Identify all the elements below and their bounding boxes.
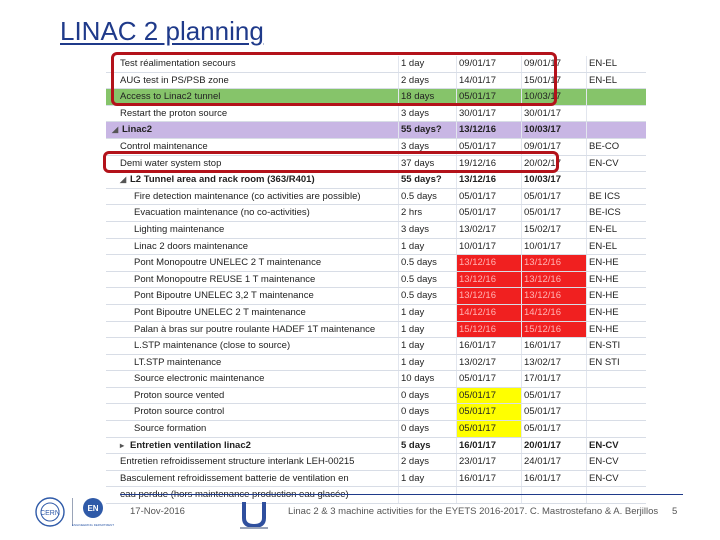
task-name-cell (106, 354, 399, 371)
resource-cell-text: EN-CV (589, 157, 619, 169)
resource-cell (587, 387, 647, 404)
task-name-cell (106, 288, 399, 305)
start-date-cell-text: 05/01/17 (459, 190, 496, 202)
resource-cell (587, 371, 647, 388)
resource-cell (587, 454, 647, 471)
start-date-cell-text: 30/01/17 (459, 107, 496, 119)
resource-cell (587, 421, 647, 438)
start-date-cell-text: 13/02/17 (459, 356, 496, 368)
resource-cell-text: EN STI (589, 356, 620, 368)
finish-date-cell (522, 172, 587, 189)
finish-date-cell (522, 271, 587, 288)
resource-cell-text: EN-HE (589, 257, 619, 269)
finish-date-cell (522, 304, 587, 321)
resource-cell (587, 72, 647, 89)
table-row[interactable] (106, 354, 646, 371)
finish-date-cell (522, 188, 587, 205)
table-row[interactable] (106, 421, 646, 438)
start-date-cell-text: 16/01/17 (459, 340, 496, 352)
task-name-cell (106, 454, 399, 471)
finish-date-cell (522, 404, 587, 421)
task-name-cell-text: L.STP maintenance (close to source) (134, 340, 291, 352)
resource-cell (587, 354, 647, 371)
duration-cell-text: 1 day (401, 306, 425, 318)
start-date-cell (457, 288, 522, 305)
start-date-cell-text: 05/01/17 (459, 140, 496, 152)
footer-date: 17-Nov-2016 (130, 506, 185, 517)
start-date-cell-text: 15/12/16 (459, 323, 496, 335)
duration-cell-text: 0.5 days (401, 290, 437, 302)
task-name-cell (106, 105, 399, 122)
table-row[interactable] (106, 487, 646, 504)
task-name-cell-text: Pont Monopoutre UNELEC 2 T maintenance (134, 257, 322, 269)
finish-date-cell-text: 05/01/17 (524, 423, 561, 435)
finish-date-cell (522, 122, 587, 139)
start-date-cell (457, 238, 522, 255)
task-name-cell-text: Evacuation maintenance (no co-activities) (134, 207, 310, 219)
duration-cell (399, 271, 457, 288)
resource-cell (587, 105, 647, 122)
start-date-cell (457, 371, 522, 388)
highlight-box-top (111, 52, 557, 106)
duration-cell (399, 188, 457, 205)
finish-date-cell (522, 487, 587, 504)
resource-cell-text: EN-CV (589, 472, 619, 484)
task-name-cell (106, 122, 399, 139)
duration-cell (399, 304, 457, 321)
duration-cell (399, 238, 457, 255)
duration-cell (399, 354, 457, 371)
duration-cell (399, 205, 457, 222)
duration-cell-text: 0 days (401, 406, 429, 418)
finish-date-cell-text: 09/01/17 (524, 140, 561, 152)
start-date-cell-text: 13/12/16 (459, 257, 496, 269)
start-date-cell-text: 09/01/17 (459, 58, 496, 69)
page-number: 5 (672, 506, 678, 517)
task-name-cell-text: Source formation (134, 423, 207, 435)
task-name-cell (106, 338, 399, 355)
resource-cell (587, 255, 647, 272)
finish-date-cell-text: 13/02/17 (524, 356, 561, 368)
duration-cell (399, 487, 457, 504)
resource-cell-text: EN-HE (589, 306, 619, 318)
duration-cell (399, 255, 457, 272)
task-name-cell (106, 188, 399, 205)
duration-cell (399, 421, 457, 438)
duration-cell-text: 3 days (401, 140, 429, 152)
task-name-cell-text: Pont Monopoutre REUSE 1 T maintenance (134, 273, 316, 285)
duration-cell (399, 105, 457, 122)
university-logo-icon (236, 498, 272, 530)
finish-date-cell (522, 221, 587, 238)
start-date-cell-text: 13/12/16 (459, 290, 496, 302)
duration-cell-text: 1 day (401, 472, 425, 484)
start-date-cell (457, 338, 522, 355)
resource-cell (587, 304, 647, 321)
task-name-cell-text: Pont Bipoutre UNELEC 2 T maintenance (134, 306, 306, 318)
start-date-cell-text: 05/01/17 (459, 389, 496, 401)
resource-cell-text: EN-EL (589, 223, 617, 235)
task-name-cell-text: Entretien refroidissement structure interlank LEH-00215 (120, 456, 355, 468)
resource-cell (587, 56, 647, 72)
start-date-cell-text: 13/12/16 (459, 273, 496, 285)
start-date-cell-text: 05/01/17 (459, 423, 496, 435)
duration-cell (399, 437, 457, 454)
finish-date-cell-text: 15/01/17 (524, 74, 561, 86)
task-name-cell (106, 238, 399, 255)
task-name-cell (106, 421, 399, 438)
finish-date-cell-text: 09/01/17 (524, 58, 561, 69)
finish-date-cell-text: 10/01/17 (524, 240, 561, 252)
start-date-cell-text: 19/12/16 (459, 157, 496, 169)
cern-logo-icon (34, 496, 66, 528)
start-date-cell (457, 122, 522, 139)
start-date-cell (457, 421, 522, 438)
start-date-cell-text: 13/12/16 (459, 124, 496, 136)
duration-cell-text: 3 days (401, 223, 429, 235)
logo-separator (72, 498, 73, 526)
start-date-cell (457, 437, 522, 454)
task-name-cell-text: LT.STP maintenance (134, 356, 222, 368)
finish-date-cell (522, 371, 587, 388)
resource-cell (587, 271, 647, 288)
duration-cell-text: 0.5 days (401, 273, 437, 285)
expand-caret-icon[interactable]: ▸ (120, 440, 125, 450)
resource-cell-text: EN-EL (589, 58, 617, 69)
task-name-cell-text: Entretien ventilation linac2 (130, 439, 251, 451)
duration-cell-text: 37 days (401, 157, 435, 169)
cern-logo-text: CERN (40, 510, 60, 517)
task-name-cell-text: Lighting maintenance (134, 223, 225, 235)
task-name-cell-text: Access to Linac2 tunnel (120, 91, 221, 103)
task-name-cell (106, 271, 399, 288)
task-name-cell (106, 304, 399, 321)
task-name-cell-text: Linac 2 doors maintenance (134, 240, 249, 252)
en-department-logo-icon (71, 496, 115, 532)
finish-date-cell-text: 20/02/17 (524, 157, 561, 169)
duration-cell (399, 321, 457, 338)
table-row[interactable] (106, 105, 646, 122)
task-name-cell-text: Test réalimentation secours (120, 58, 236, 69)
resource-cell-text: EN-HE (589, 273, 619, 285)
resource-cell-text: EN-HE (589, 290, 619, 302)
finish-date-cell-text: 13/12/16 (524, 273, 561, 285)
start-date-cell (457, 221, 522, 238)
start-date-cell (457, 205, 522, 222)
resource-cell-text: EN-EL (589, 240, 617, 252)
start-date-cell-text: 14/12/16 (459, 306, 496, 318)
table-row[interactable] (106, 387, 646, 404)
duration-cell-text: 55 days? (401, 174, 442, 186)
start-date-cell (457, 404, 522, 421)
task-name-cell-text: Source electronic maintenance (134, 373, 265, 385)
duration-cell-text: 0 days (401, 389, 429, 401)
start-date-cell (457, 271, 522, 288)
duration-cell-text: 2 days (401, 456, 429, 468)
finish-date-cell-text: 16/01/17 (524, 472, 561, 484)
start-date-cell-text: 10/01/17 (459, 240, 496, 252)
resource-cell (587, 155, 647, 172)
duration-cell-text: 0 days (401, 423, 429, 435)
finish-date-cell-text: 05/01/17 (524, 406, 561, 418)
finish-date-cell-text: 10/03/17 (524, 91, 561, 103)
finish-date-cell-text: 05/01/17 (524, 207, 561, 219)
table-row[interactable] (106, 338, 646, 355)
start-date-cell-text: 14/01/17 (459, 74, 496, 86)
table-row[interactable] (106, 238, 646, 255)
task-name-cell (106, 321, 399, 338)
resource-cell (587, 122, 647, 139)
finish-date-cell (522, 354, 587, 371)
task-name-cell (106, 470, 399, 487)
resource-cell (587, 470, 647, 487)
task-name-cell-text: Linac2 (122, 124, 153, 136)
start-date-cell (457, 321, 522, 338)
resource-cell (587, 437, 647, 454)
finish-date-cell-text: 20/01/17 (524, 439, 561, 451)
duration-cell-text: 10 days (401, 373, 435, 385)
start-date-cell (457, 454, 522, 471)
finish-date-cell-text: 17/01/17 (524, 373, 561, 385)
highlight-box-demi-water (103, 151, 559, 173)
task-name-cell-text: Control maintenance (120, 140, 208, 152)
start-date-cell-text: 13/12/16 (459, 174, 496, 186)
footer-divider (120, 494, 683, 495)
resource-cell (587, 321, 647, 338)
table-row[interactable] (106, 321, 646, 338)
task-name-cell-text: Palan à bras sur poutre roulante HADEF 1T maintenance (134, 323, 376, 335)
duration-cell-text: 0.5 days (401, 257, 437, 269)
duration-cell-text: 1 day (401, 356, 425, 368)
start-date-cell-text: 05/01/17 (459, 207, 496, 219)
duration-cell-text: 1 day (401, 240, 425, 252)
resource-cell (587, 338, 647, 355)
table-row[interactable] (106, 437, 646, 454)
duration-cell (399, 387, 457, 404)
duration-cell (399, 288, 457, 305)
task-name-cell (106, 404, 399, 421)
resource-cell-text: EN-STI (589, 340, 621, 352)
task-name-cell-text: Fire detection maintenance (co activities are possible) (134, 190, 361, 202)
resource-cell (587, 188, 647, 205)
table-row[interactable] (106, 172, 646, 189)
slide-title: LINAC 2 planning (60, 16, 264, 46)
start-date-cell (457, 304, 522, 321)
resource-cell-text: BE-ICS (589, 207, 621, 219)
resource-cell-text: EN-HE (589, 323, 619, 335)
task-name-cell (106, 371, 399, 388)
resource-cell (587, 138, 647, 155)
start-date-cell-text: 05/01/17 (459, 406, 496, 418)
resource-cell (587, 487, 647, 504)
duration-cell (399, 404, 457, 421)
start-date-cell-text: 16/01/17 (459, 439, 496, 451)
duration-cell-text: 55 days? (401, 124, 442, 136)
finish-date-cell (522, 288, 587, 305)
finish-date-cell-text: 05/01/17 (524, 389, 561, 401)
table-row[interactable] (106, 454, 646, 471)
finish-date-cell-text: 16/01/17 (524, 340, 561, 352)
table-row[interactable] (106, 205, 646, 222)
task-name-cell-text: Basculement refroidissement batterie de ventilation en (120, 472, 349, 484)
collapse-caret-icon[interactable]: ◢ (112, 125, 119, 135)
table-row[interactable] (106, 304, 646, 321)
resource-cell-text: EN-CV (589, 456, 619, 468)
finish-date-cell-text: 10/03/17 (524, 124, 561, 136)
finish-date-cell-text: 13/12/16 (524, 257, 561, 269)
duration-cell (399, 470, 457, 487)
duration-cell (399, 221, 457, 238)
finish-date-cell (522, 421, 587, 438)
finish-date-cell (522, 387, 587, 404)
table-row[interactable] (106, 271, 646, 288)
start-date-cell (457, 387, 522, 404)
task-name-cell (106, 172, 399, 189)
task-name-cell (106, 437, 399, 454)
resource-cell-text: EN-CV (589, 439, 619, 451)
task-name-cell (106, 255, 399, 272)
start-date-cell-text: 23/01/17 (459, 456, 496, 468)
finish-date-cell (522, 205, 587, 222)
resource-cell (587, 238, 647, 255)
task-name-cell-text: AUG test in PS/PSB zone (120, 74, 229, 86)
start-date-cell (457, 188, 522, 205)
duration-cell-text: 3 days (401, 107, 429, 119)
finish-date-cell-text: 10/03/17 (524, 174, 561, 186)
duration-cell (399, 122, 457, 139)
finish-date-cell-text: 15/12/16 (524, 323, 561, 335)
task-name-cell-text: Demi water system stop (120, 157, 222, 169)
start-date-cell-text: 16/01/17 (459, 472, 496, 484)
resource-cell (587, 404, 647, 421)
task-name-cell-text: L2 Tunnel area and rack room (363/R401) (130, 174, 315, 186)
duration-cell (399, 371, 457, 388)
duration-cell-text: 1 day (401, 58, 425, 69)
duration-cell-text: 1 day (401, 323, 425, 335)
table-row[interactable] (106, 255, 646, 272)
resource-cell (587, 205, 647, 222)
start-date-cell (457, 354, 522, 371)
resource-cell-text: EN-EL (589, 74, 617, 86)
duration-cell-text: 2 days (401, 74, 429, 86)
duration-cell-text: 2 hrs (401, 207, 423, 219)
resource-cell (587, 89, 647, 106)
task-name-cell (106, 205, 399, 222)
duration-cell-text: 0.5 days (401, 190, 437, 202)
resource-cell (587, 221, 647, 238)
start-date-cell (457, 487, 522, 504)
en-logo-text: EN (87, 504, 99, 513)
finish-date-cell (522, 255, 587, 272)
finish-date-cell (522, 105, 587, 122)
table-row[interactable] (106, 371, 646, 388)
duration-cell (399, 338, 457, 355)
footer-text: Linac 2 & 3 machine activities for the EYETS 2016-2017. C. Mastrostefano & A. Berjillos (288, 506, 659, 517)
duration-cell-text: 5 days (401, 439, 431, 451)
table-row[interactable] (106, 188, 646, 205)
gantt-task-table (106, 56, 646, 504)
start-date-cell-text: 05/01/17 (459, 373, 496, 385)
start-date-cell (457, 172, 522, 189)
finish-date-cell (522, 238, 587, 255)
finish-date-cell (522, 437, 587, 454)
collapse-caret-icon[interactable]: ◢ (120, 175, 127, 185)
finish-date-cell (522, 338, 587, 355)
start-date-cell-text: 13/02/17 (459, 223, 496, 235)
task-name-cell-text: Pont Bipoutre UNELEC 3,2 T maintenance (134, 290, 314, 302)
task-name-cell-text: Restart the proton source (120, 107, 228, 119)
task-name-cell (106, 387, 399, 404)
finish-date-cell-text: 05/01/17 (524, 190, 561, 202)
finish-date-cell-text: 13/12/16 (524, 290, 561, 302)
table-row[interactable] (106, 288, 646, 305)
table-row[interactable] (106, 122, 646, 139)
resource-cell-text: BE ICS (589, 190, 621, 202)
duration-cell-text: 18 days (401, 91, 435, 103)
finish-date-cell-text: 15/02/17 (524, 223, 561, 235)
finish-date-cell-text: 14/12/16 (524, 306, 561, 318)
table-row[interactable] (106, 404, 646, 421)
finish-date-cell (522, 454, 587, 471)
start-date-cell (457, 470, 522, 487)
table-row[interactable] (106, 221, 646, 238)
start-date-cell (457, 255, 522, 272)
finish-date-cell-text: 30/01/17 (524, 107, 561, 119)
table-row[interactable] (106, 470, 646, 487)
resource-cell (587, 172, 647, 189)
duration-cell (399, 172, 457, 189)
resource-cell-text: BE-CO (589, 140, 620, 152)
task-name-cell-text: Proton source control (134, 406, 225, 418)
resource-cell (587, 288, 647, 305)
start-date-cell-text: 05/01/17 (459, 91, 496, 103)
finish-date-cell (522, 321, 587, 338)
duration-cell-text: 1 day (401, 340, 425, 352)
start-date-cell (457, 105, 522, 122)
task-name-cell (106, 221, 399, 238)
finish-date-cell-text: 24/01/17 (524, 456, 561, 468)
task-name-cell-text: Proton source vented (134, 389, 225, 401)
duration-cell (399, 454, 457, 471)
finish-date-cell (522, 470, 587, 487)
en-logo-caption: ENGINEERING DEPARTMENT (71, 523, 115, 527)
